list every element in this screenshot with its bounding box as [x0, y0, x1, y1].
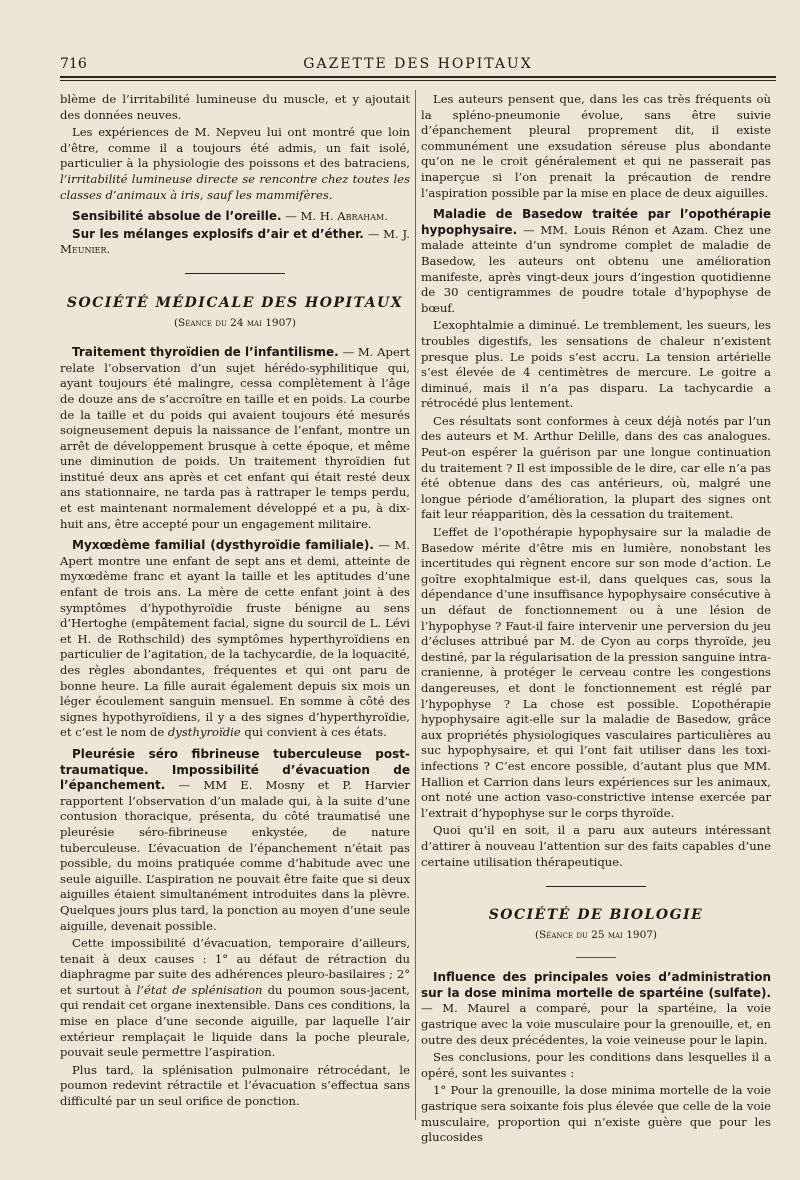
- paragraph: Ses conclusions, pour les conditions dans lesquelles il a opéré, sont les suivantes :: [421, 1050, 771, 1080]
- journal-title: GAZETTE DES HOPITAUX: [303, 56, 533, 72]
- article: Influence des principales voies d’administration sur la dose minima mortelle de spartéine (sulfate). — M. Maurel a comparé, pour la spartéine, la voie gastrique avec la voie musculaire pour la grenouille, et, en outre des deux précédentes, la voie veineuse pour le lapin.: [421, 970, 771, 1047]
- paragraph: Sur les mélanges explosifs d’air et d’éther. — M. J. Meunier.: [60, 226, 410, 257]
- paragraph: Quoi qu’il en soit, il a paru aux auteurs intéressant d’attirer à nouveau l’attention sur des faits capables d’une certaine utilisation thérapeutique.: [421, 823, 771, 869]
- paragraph: Les auteurs pensent que, dans les cas très fréquents où la spléno-pneumonie évolue, sans être suivie d’épanchement pleural proprement dit, il existe communément une exsudation séreuse plus abondante qu’on ne le croit généralement et qui ne passerait pas inaperçue si l’on prenait la précaution de rendre l’aspiration possible par la mise en place de deux aiguilles.: [421, 92, 771, 200]
- header-rule-thin: [60, 80, 776, 81]
- paragraph: Cette impossibilité d’évacuation, temporaire d’ailleurs, tenait à deux causes : 1° au défaut de rétraction du diaphragme par suite des adhérences pleuro-basilaires ; 2° et surtout à l’état de splénisation du poumon sous-jacent, qui rendait cet organe inextensible. Dans ces conditions, la mise en place d’une seconde aiguille, par laquelle l’air extérieur remplaçait le liquide dans la poche pleurale, pouvait seule permettre l’aspiration.: [60, 936, 410, 1060]
- left-column: [60, 92, 410, 1112]
- paragraph: L’effet de l’opothérapie hypophysaire sur la maladie de Basedow mérite d’être mis en lumière, nonobstant les incertitudes qui règnent encore sur son mode d’action. Le goître exophtalmique est-il, dans quelques cas, sous la dépendance d’une insuffisance hypophysaire consécutive à un défaut de fonctionnement ou à une lésion de l’hypophyse ? Faut-il faire intervenir une perversion du jeu d’écluses attribué par M. de Cyon au corps thyroïde, jeu destiné, par la régularisation de la pression sanguine intra-cranienne, à protéger le cerveau contre les congestions dangereuses, et dont le fonctionnement est réglé par l’hypophyse ? La chose est possible. L’opothérapie hypophysaire agit-elle sur la maladie de Basedow, grâce aux propriétés physiologiques vasculaires particulières au suc hypophysaire, et qui l’ont fait utiliser dans les toxi-infections ? C’est encore possible, d’autant plus que MM. Hallion et Carrion dans leurs expériences sur les animaux, ont noté une action vaso-constrictive intense exercée par l’extrait d’hypophyse sur le corps thyroïde.: [421, 525, 771, 820]
- section-heading: SOCIÉTÉ DE BIOLOGIE: [488, 907, 704, 924]
- paragraph: L’exophtalmie a diminué. Le tremblement, les sueurs, les troubles digestifs, les sensations de chaleur n’existent presque plus. Le poids s’est accru. La tension artérielle s’est élevée de 4 centimètres de mercure. Le goitre a diminué, mais il n’a pas disparu. La tachycardie a rétrocédé plus lentement.: [421, 318, 771, 411]
- header-rule: [60, 76, 776, 78]
- paragraph: 1° Pour la grenouille, la dose minima mortelle de la voie gastrique sera soixante fois plus élevée que celle de la voie musculaire, proportion qui n’existe guère que pour les glucosides: [421, 1083, 771, 1145]
- page-header: [60, 52, 776, 74]
- ornament-divider: [60, 268, 410, 278]
- paragraph: blème de l’irritabilité lumineuse du muscle, et y ajoutait des données neuves.: [60, 92, 410, 122]
- session-date: (Séance du 24 mai 1907): [173, 316, 297, 329]
- paragraph: Ces résultats sont conformes à ceux déjà notés par l’un des auteurs et M. Arthur Delille, dans des cas analogues. Peut-on espérer la guérison par une longue continuation du traitement ? Il est impossible de le dire, car elle n’a pas été obtenue dans des cas antérieurs, où, malgré une longue période d’amélioration, la plupart des signes ont fait leur réapparition, dès la cessation du traitement.: [421, 413, 771, 522]
- article: Pleurésie séro fibrineuse tuberculeuse post-traumatique. Impossibilité d’évacuation de l’épanchement. — MM E. Mosny et P. Harvier rapportent l’observation d’un malade qui, à la suite d’une contusion thoracique, présenta, du côté traumatisé une pleurésie séro-fibrineuse enkystée, de nature tuberculeuse. L’évacuation de l’épanchement n’était pas possible, du moins pratiquée comme d’habitude avec une seule aiguille. L’aspiration ne pouvait être faite que si deux aiguilles étaient simultanément introduites dans la plèvre. Quelques jours plus tard, la ponction au moyen d’une seule aiguille, devenait possible.: [60, 746, 411, 933]
- article: Maladie de Basedow traitée par l’opothérapie hypophysaire. — MM. Louis Rénon et Azam. Chez une malade atteinte d’un syndrome complet de maladie de Basedow, les auteurs ont obtenu une amélioration manifeste, après vingt-deux jours d’ingestion quotidienne de 30 centigrammes de poudre totale d’hypophyse de bœuf.: [421, 207, 771, 315]
- article: Traitement thyroïdien de l’infantilisme. — M. Apert relate l’observation d’un sujet hérédo-syphilitique qui, ayant toujours été malingre, cessa complètement à l’âge de douze ans de s’accroître en taille et en poids. La courbe de la taille et du poids qui avaient toujours été mesurés soigneusement depuis la naissance de l’enfant, montre un arrêt de développement brusque à cette époque, et même une diminution de poids. Un traitement thyroïdien fut institué deux ans après et cet enfant qui était resté deux ans stationnaire, ne tarda pas à rattraper le temps perdu, et est maintenant normalement développé et a pu, à dix-huit ans, être accepté pour un engagement militaire.: [60, 345, 410, 531]
- short-rule: [576, 957, 616, 958]
- article: Myxœdème familial (dysthyroïdie familiale). — M. Apert montre une enfant de sept ans et demi, atteinte de myxœdème franc et ayant la taille et les aptitudes d’une enfant de trois ans. La mère de cette enfant joint à des symptômes d’hypothyroïdie fruste bénigne au sens d’Hertoghe (empâtement facial, signe du sourcil de L. Lévi et H. de Rothschild) des symptômes hyperthyroïdiens en particulier de l’agitation, de la tachycardie, de la loquacité, des règles abondantes, fréquentes et qui ont paru de bonne heure. La fille aurait également depuis six mois un léger écoulement sanguin mensuel. En somme à côté des signes hypothyroïdiens, il y a des signes d’hyperthyroïdie, et c’est le nom de dysthyroïdie qui convient à ces états.: [60, 538, 410, 740]
- right-column: [421, 92, 771, 1148]
- paragraph: Sensibilité absolue de l’oreille. — M. H. Abraham.: [72, 209, 388, 224]
- session-date: (Séance du 25 mai 1907): [534, 928, 658, 941]
- section-heading: SOCIÉTÉ MÉDICALE DES HOPITAUX: [66, 294, 404, 311]
- paragraph: Plus tard, la splénisation pulmonaire rétrocédant, le poumon redevint rétractile et l’évacuation s’effectua sans difficulté par un seul orifice de ponction.: [60, 1062, 410, 1109]
- page-number: 716: [60, 56, 87, 72]
- paragraph: Les expériences de M. Nepveu lui ont montré que loin d’être, comme il a toujours été admis, un fait isolé, particulier à la physiologie des poissons et des batraciens, l’irritabilité lumineuse directe se rencontre chez toutes les classes d’animaux à iris, sauf les mammifères.: [60, 125, 410, 202]
- ornament-divider: [421, 880, 771, 890]
- column-divider: [415, 90, 416, 1120]
